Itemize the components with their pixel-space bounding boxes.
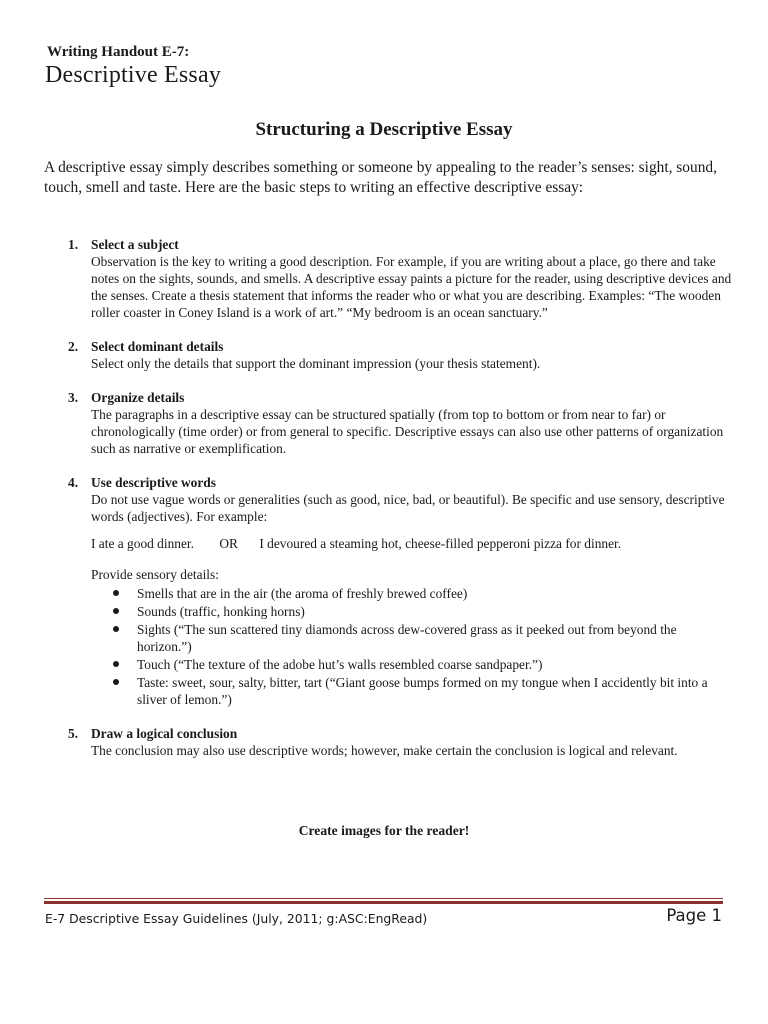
step-4 bbox=[44, 474, 734, 708]
step-2 bbox=[44, 338, 734, 372]
step-5 bbox=[44, 725, 734, 759]
bullet-icon bbox=[113, 608, 119, 614]
step-title: Draw a logical conclusion bbox=[91, 726, 238, 741]
bullet-item bbox=[110, 656, 734, 673]
sensory-heading: Provide sensory details: bbox=[91, 567, 219, 582]
closing-statement: Create images for the reader! bbox=[298, 823, 470, 838]
document-title: Descriptive Essay bbox=[45, 62, 222, 88]
bullet-item bbox=[110, 585, 734, 602]
step-title: Organize details bbox=[91, 390, 185, 405]
steps-list bbox=[44, 236, 734, 759]
section-title: Structuring a Descriptive Essay bbox=[255, 119, 513, 140]
step-body: Do not use vague words or generalities (such as good, nice, bad, or beautiful). Be specific and use sensory, descriptive words (adjectives). For example: bbox=[91, 492, 725, 524]
step-3 bbox=[44, 389, 734, 457]
bullet-text: Smells that are in the air (the aroma of freshly brewed coffee) bbox=[137, 586, 468, 601]
page-number: Page 1 bbox=[666, 906, 722, 925]
step-number: 2. bbox=[68, 339, 79, 354]
bullet-icon bbox=[113, 626, 119, 632]
bullet-text: Touch (“The texture of the adobe hut’s walls resembled coarse sandpaper.”) bbox=[137, 657, 543, 672]
step-title: Use descriptive words bbox=[91, 475, 216, 490]
step-body: Select only the details that support the dominant impression (your thesis statement). bbox=[91, 356, 541, 371]
step-title: Select dominant details bbox=[91, 339, 224, 354]
step-number: 5. bbox=[68, 726, 79, 741]
step-number: 3. bbox=[68, 390, 79, 405]
bullet-item bbox=[110, 603, 734, 620]
example-plain: I ate a good dinner. bbox=[91, 536, 194, 551]
step-body: The paragraphs in a descriptive essay can be structured spatially (from top to bottom or from near to far) or chronologically (time order) or from general to specific. Descriptive essays can also use other patterns of organization such as narrative or exemplification. bbox=[91, 407, 724, 456]
bullet-text: Sounds (traffic, honking horns) bbox=[137, 604, 305, 619]
step-body: The conclusion may also use descriptive words; however, make certain the conclusion is logical and relevant. bbox=[91, 743, 678, 758]
step-title: Select a subject bbox=[91, 237, 179, 252]
example-or: OR bbox=[219, 536, 238, 551]
footer-divider bbox=[44, 898, 723, 899]
step-1 bbox=[44, 236, 734, 321]
bullet-text: Taste: sweet, sour, salty, bitter, tart (“Giant goose bumps formed on my tongue when I accidently bit into a sliver of lemon.”) bbox=[137, 675, 708, 707]
footer-citation: E-7 Descriptive Essay Guidelines (July, 2011; g:ASC:EngRead) bbox=[45, 911, 428, 926]
handout-label: Writing Handout E-7: bbox=[47, 44, 190, 60]
bullet-icon bbox=[113, 661, 119, 667]
step-number: 4. bbox=[68, 475, 79, 490]
footer-divider-thick bbox=[44, 901, 723, 904]
bullet-item bbox=[110, 621, 734, 655]
step-number: 1. bbox=[68, 237, 79, 252]
step-body: Observation is the key to writing a good description. For example, if you are writing about a place, go there and take notes on the sights, sounds, and smells. A descriptive essay paints a picture for the reader, using descriptive devices and the senses. Create a thesis statement that informs the reader who or what you are describing. Examples: “The wooden roller coaster in Coney Island is a work of art.” “My bedroom is an ocean sanctuary.” bbox=[91, 254, 732, 320]
bullet-item bbox=[110, 674, 734, 708]
bullet-icon bbox=[113, 679, 119, 685]
sensory-bullets bbox=[91, 585, 734, 708]
bullet-icon bbox=[113, 590, 119, 596]
intro-paragraph: A descriptive essay simply describes something or someone by appealing to the reader’s senses: sight, sound, touch, smell and taste. Here are the basic steps to writing an effective descriptive essay: bbox=[44, 159, 717, 196]
example-rich: I devoured a steaming hot, cheese-filled pepperoni pizza for dinner. bbox=[259, 536, 622, 551]
example-sentences bbox=[91, 535, 734, 552]
bullet-text: Sights (“The sun scattered tiny diamonds across dew-covered grass as it peeked out from beyond the horizon.”) bbox=[137, 622, 677, 654]
